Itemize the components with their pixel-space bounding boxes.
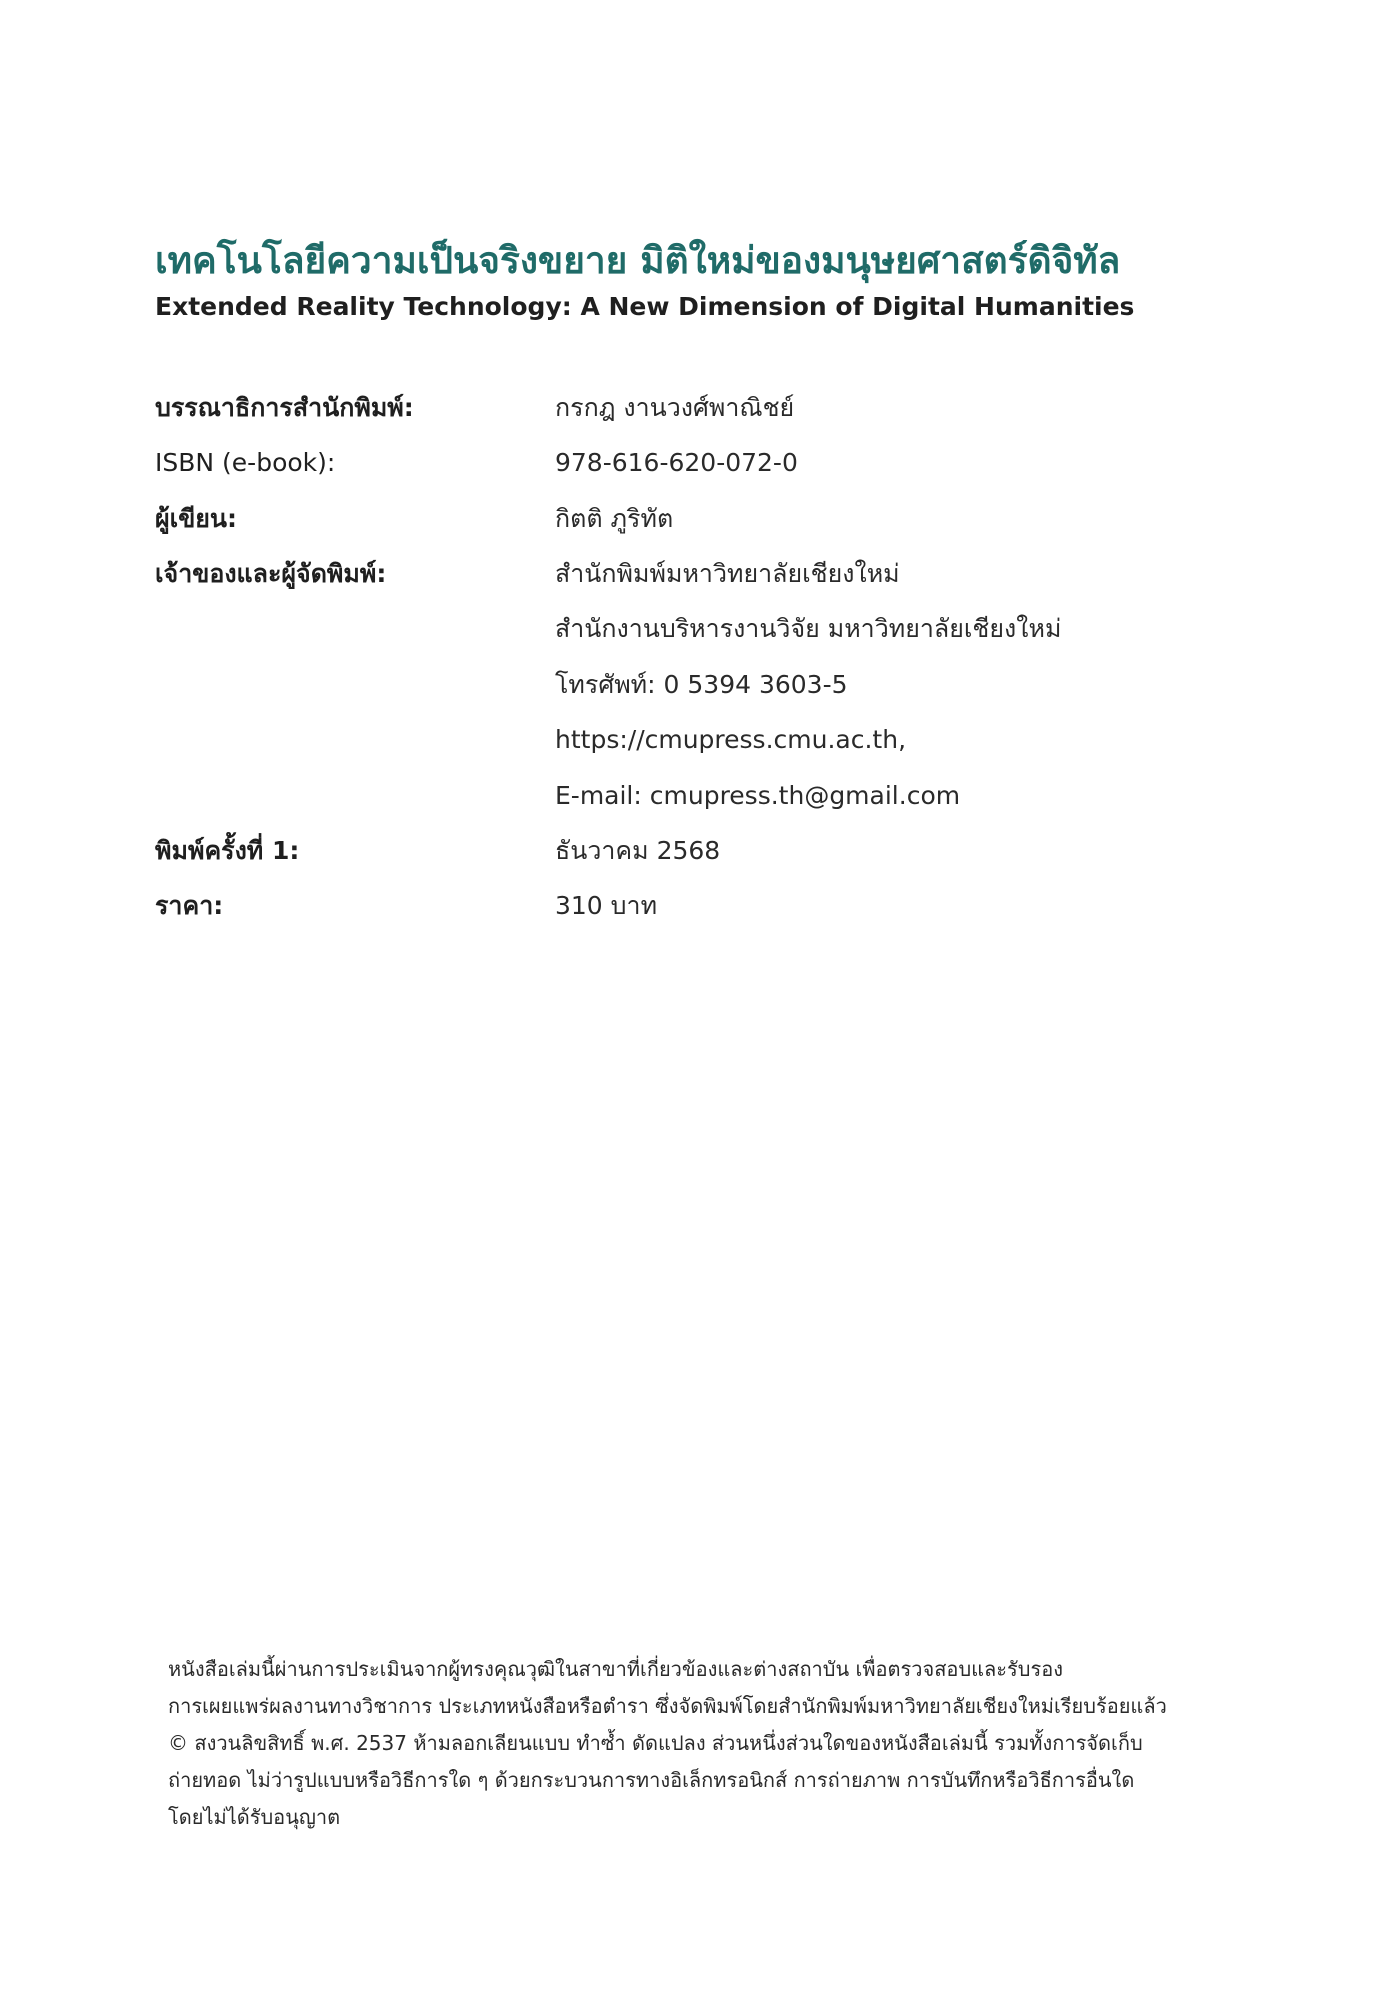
editor-value: กรกฎ งานวงศ์พาณิชย์ [555,393,795,422]
owner-row-email [155,771,1295,821]
author-value: กิตติ ภูริทัต [555,504,674,533]
copyright-notice [168,1651,1248,1836]
owner-row-phone [155,660,1295,710]
edition-row [155,826,1295,876]
book-title-thai: เทคโนโลยีความเป็นจริงขยาย มิติใหม่ของมนุษยศาสตร์ดิจิทัล [155,239,1121,282]
owner-value-publisher: สำนักพิมพ์มหาวิทยาลัยเชียงใหม่ [555,559,900,588]
isbn-row [155,438,1295,488]
author-row [155,494,1295,544]
editor-row [155,383,1295,433]
owner-value-phone: โทรศัพท์: 0 5394 3603-5 [555,670,848,699]
owner-row [155,549,1295,599]
owner-row-website [155,715,1295,765]
book-title-english: Extended Reality Technology: A New Dimension of Digital Humanities [155,292,1135,321]
owner-label: เจ้าของและผู้จัดพิมพ์: [155,559,387,588]
owner-value-email: E-mail: cmupress.th@gmail.com [555,781,961,810]
notice-line: © สงวนลิขสิทธิ์ พ.ศ. 2537 ห้ามลอกเลียนแบบ ทำซ้ำ ดัดแปลง ส่วนหนึ่งส่วนใดของหนังสือเล่มนี้ รวมทั้งการจัดเก็บ [168,1731,1143,1755]
editor-label: บรรณาธิการสำนักพิมพ์: [155,393,414,422]
price-value: 310 บาท [555,891,658,920]
edition-label: พิมพ์ครั้งที่ 1: [155,836,300,865]
owner-value-website: https://cmupress.cmu.ac.th, [555,725,907,754]
author-label: ผู้เขียน: [155,504,238,533]
edition-value: ธันวาคม 2568 [555,836,721,865]
notice-line: ถ่ายทอด ไม่ว่ารูปแบบหรือวิธีการใด ๆ ด้วยกระบวนการทางอิเล็กทรอนิกส์ การถ่ายภาพ การบันทึกหรือวิธีการอื่นใด [168,1768,1135,1792]
owner-value-office: สำนักงานบริหารงานวิจัย มหาวิทยาลัยเชียงใหม่ [555,614,1062,643]
notice-line: โดยไม่ได้รับอนุญาต [168,1805,341,1829]
isbn-label: ISBN (e-book): [155,448,336,477]
owner-row-office [155,604,1295,654]
price-label: ราคา: [155,891,224,920]
price-row [155,881,1295,931]
notice-line: หนังสือเล่มนี้ผ่านการประเมินจากผู้ทรงคุณวุฒิในสาขาที่เกี่ยวข้องและต่างสถาบัน เพื่อตรวจสอบและรับรอง [168,1657,1063,1681]
isbn-value: 978-616-620-072-0 [555,448,798,477]
notice-line: การเผยแพร่ผลงานทางวิชาการ ประเภทหนังสือหรือตำรา ซึ่งจัดพิมพ์โดยสำนักพิมพ์มหาวิทยาลัยเชียงใหม่เรียบร้อยแล้ว [168,1694,1167,1718]
